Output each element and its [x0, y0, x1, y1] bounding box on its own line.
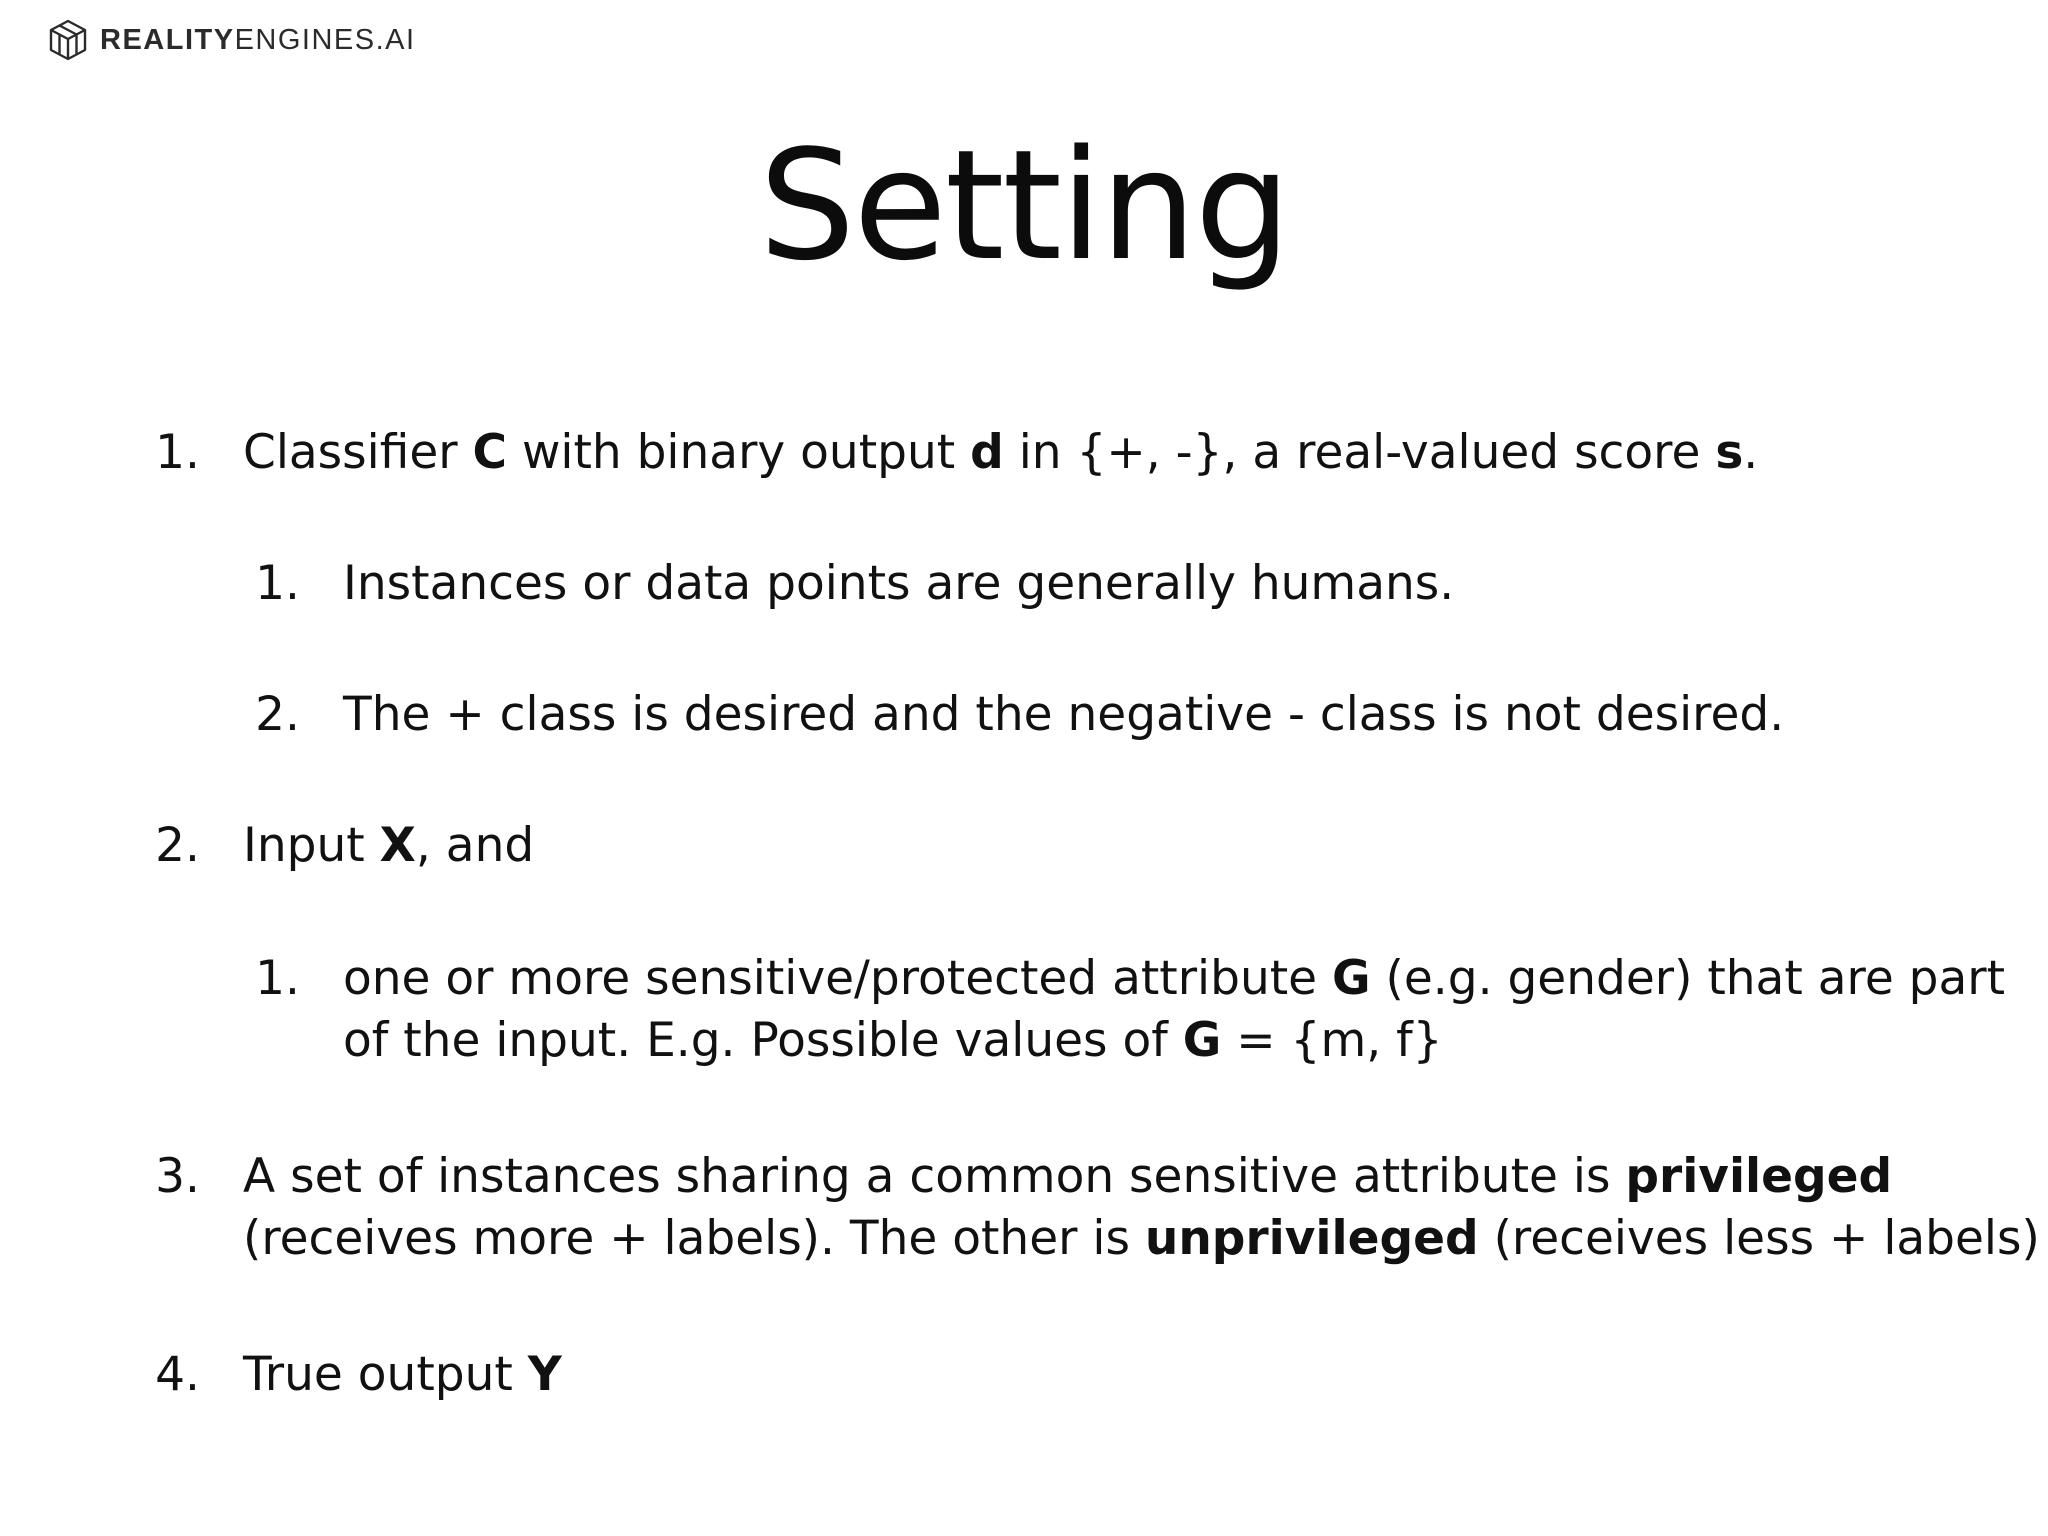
item-text-line-2: of the input. E.g. Possible values of G = {m, f} — [343, 1013, 1443, 1068]
item-number: 1. — [155, 425, 200, 480]
item-number: 1. — [255, 556, 300, 611]
item-text-line-2: (receives more + labels). The other is unprivileged (receives less + labels) — [243, 1211, 2040, 1266]
item-number: 3. — [155, 1149, 200, 1204]
item-text: The + class is desired and the negative - class is not desired. — [343, 687, 1785, 742]
slide-title: Setting — [758, 117, 1290, 294]
brand-name: REALITYENGINES.AI — [100, 23, 416, 56]
item-text-line-1: A set of instances sharing a common sensitive attribute is privileged — [243, 1149, 1893, 1204]
item-number: 1. — [255, 951, 300, 1006]
item-number: 4. — [155, 1347, 200, 1402]
item-text: Input X, and — [243, 818, 535, 873]
item-text: Classifier C with binary output d in {+, -}, a real-valued score s. — [243, 425, 1759, 480]
item-number: 2. — [155, 818, 200, 873]
item-text: Instances or data points are generally humans. — [343, 556, 1455, 611]
item-text-line-1: one or more sensitive/protected attribute G (e.g. gender) that are part — [343, 951, 2006, 1006]
item-text: True output Y — [243, 1347, 562, 1402]
item-number: 2. — [255, 687, 300, 742]
